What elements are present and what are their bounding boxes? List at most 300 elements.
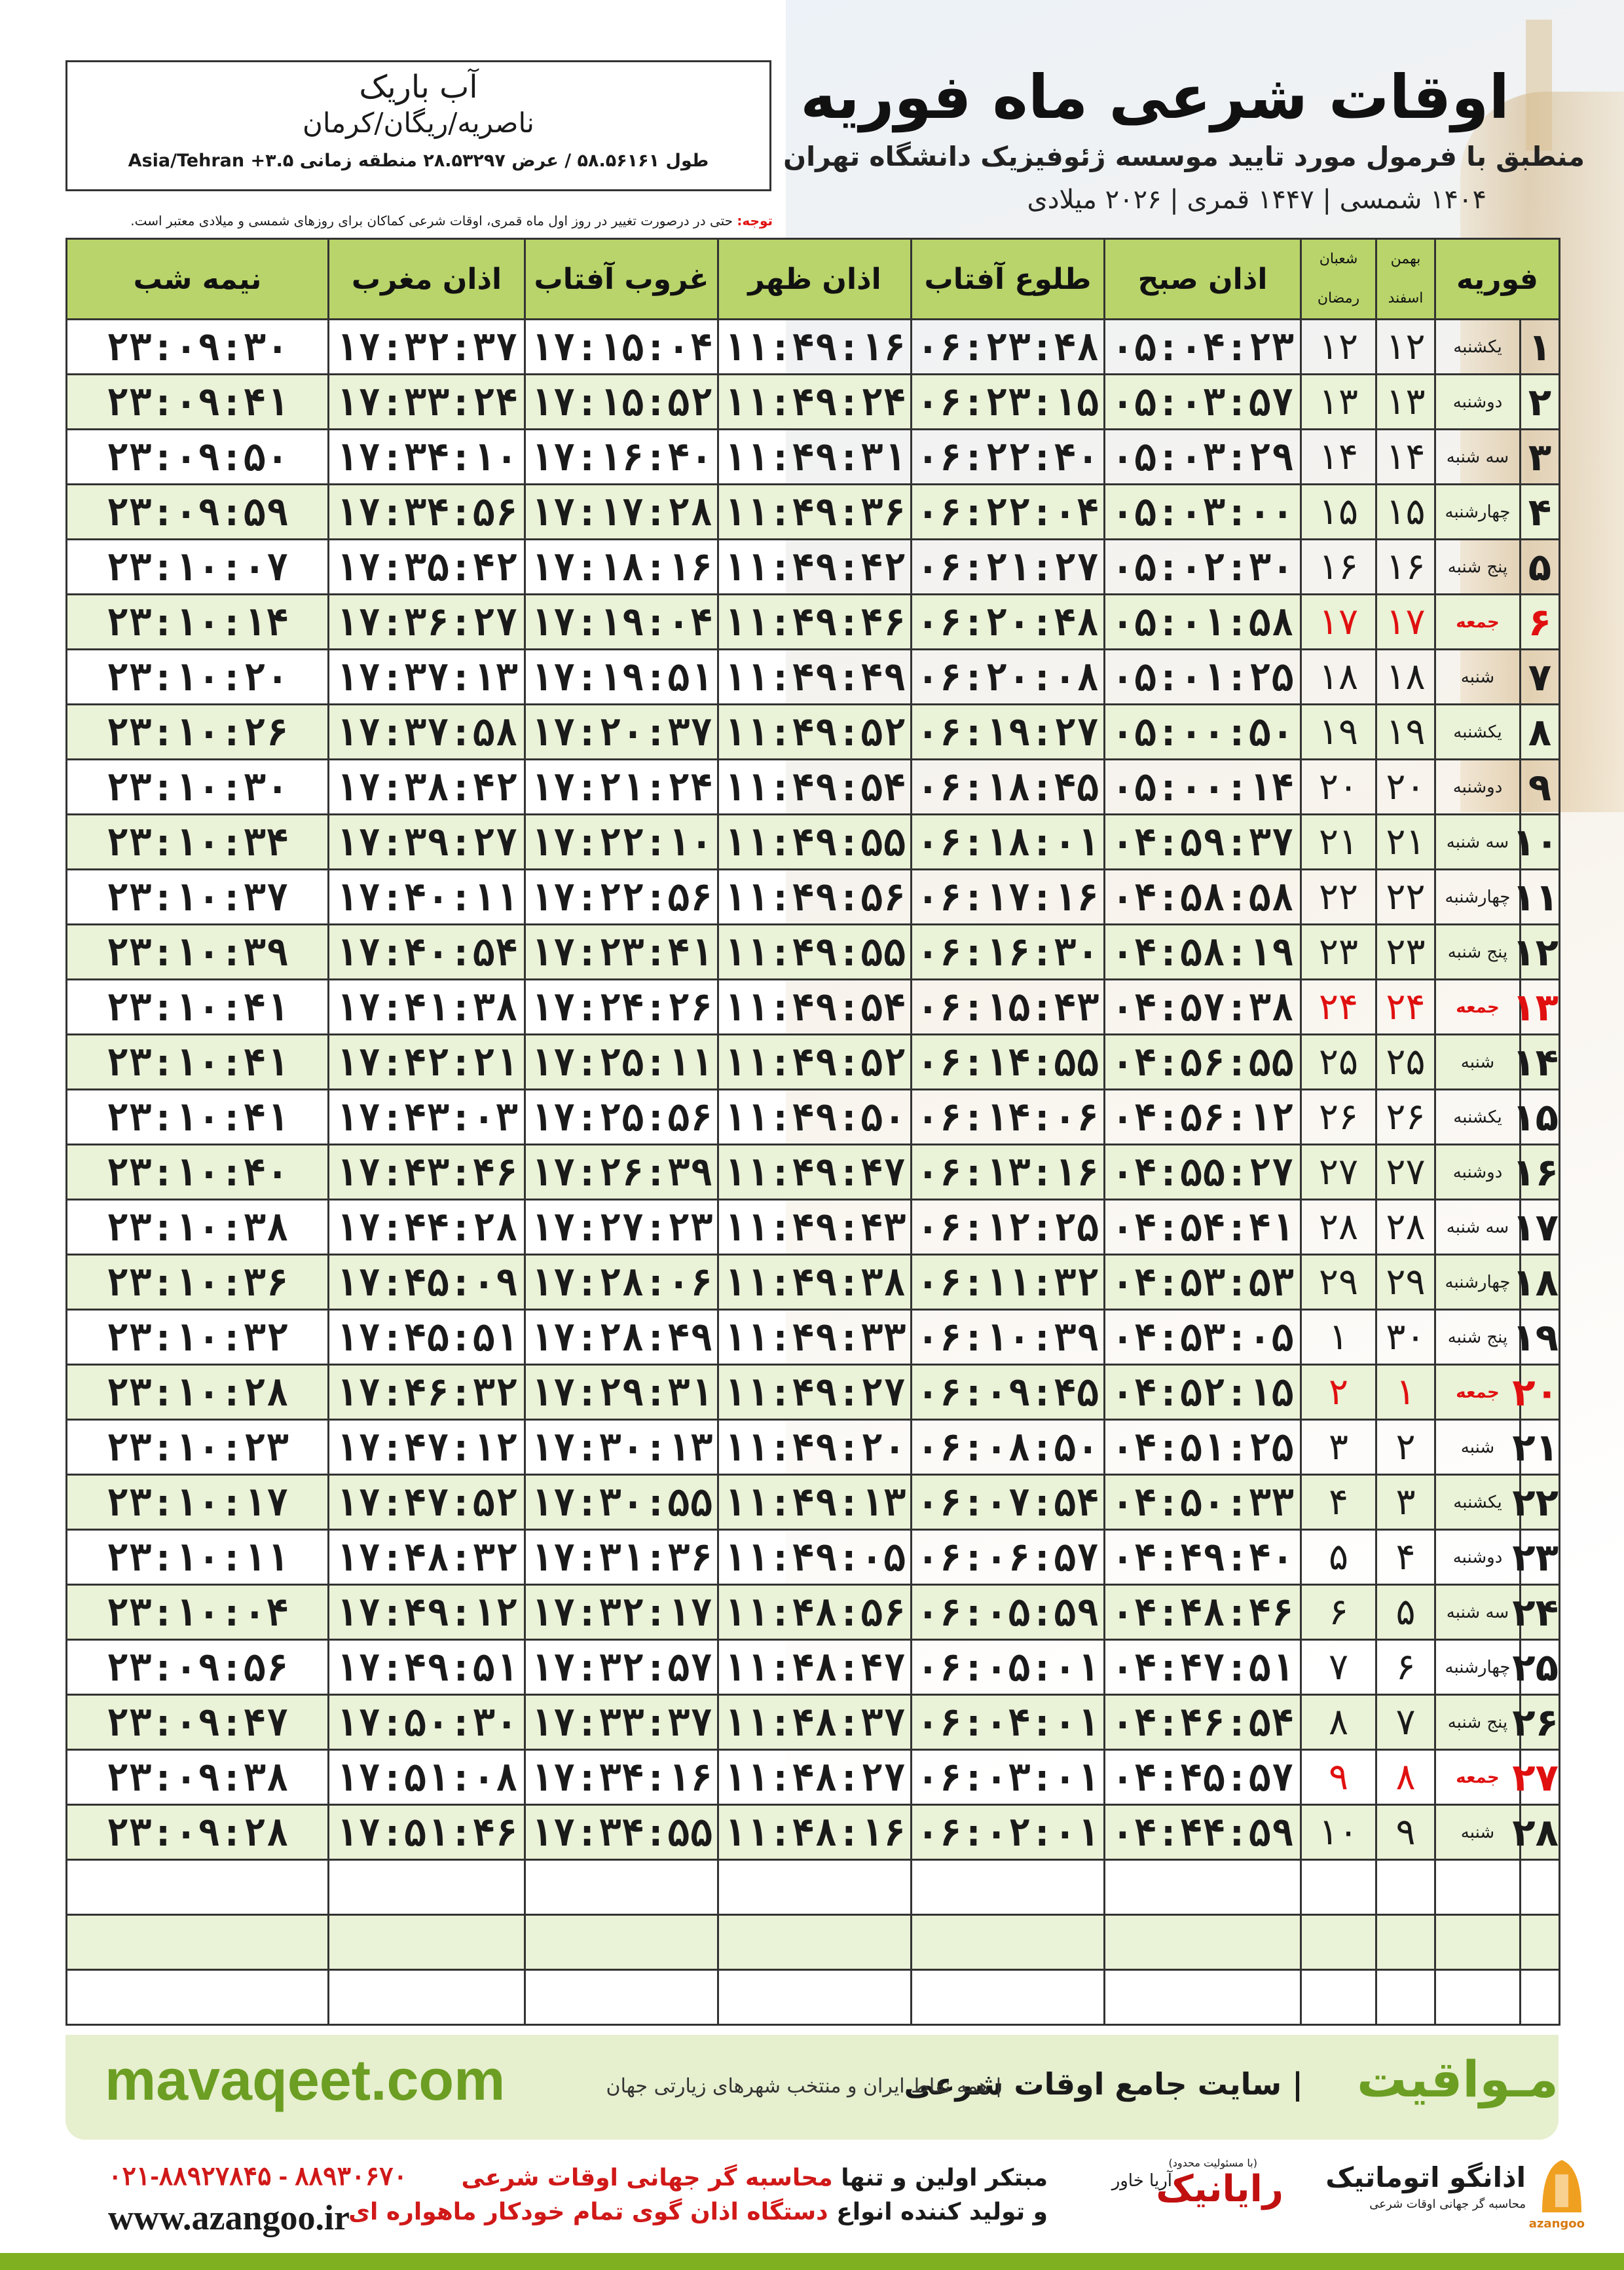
site-url-link[interactable]: mavaqeet.com [105, 2047, 506, 2112]
sunset-time: ۱۷:۱۶:۴۰ [525, 430, 718, 485]
midnight-time [67, 1915, 329, 1970]
table-header [67, 239, 1560, 320]
maghrib-time: ۱۷:۳۷:۵۸ [329, 705, 525, 760]
day-number: ۱۰ [1521, 815, 1560, 870]
col-sunset: غروب آفتاب [525, 239, 718, 320]
midnight-time: ۲۳:۰۹:۴۱ [67, 375, 329, 430]
solar-day: ۱۴ [1376, 430, 1435, 485]
col-lunar-top: شعبان [1319, 251, 1358, 267]
lunar-day: ۲۸ [1301, 1200, 1376, 1255]
weekday: پنج شنبه [1435, 540, 1521, 595]
day-number: ۱۲ [1521, 925, 1560, 980]
weekday: شنبه [1435, 1420, 1521, 1475]
lunar-day: ۲۱ [1301, 815, 1376, 870]
lunar-day: ۱۲ [1301, 320, 1376, 375]
day-number: ۲۴ [1521, 1585, 1560, 1640]
maghrib-time: ۱۷:۳۶:۲۷ [329, 595, 525, 650]
dhuhr-time: ۱۱:۴۹:۵۲ [718, 1035, 912, 1090]
weekday: جمعه [1435, 980, 1521, 1035]
lunar-day: ۱۰ [1301, 1805, 1376, 1860]
maghrib-time: ۱۷:۳۹:۲۷ [329, 815, 525, 870]
sunrise-time: ۰۶:۲۰:۰۸ [912, 650, 1105, 705]
notice [65, 213, 773, 229]
promo-line-1 [348, 2161, 1048, 2195]
day-number: ۲۰ [1521, 1365, 1560, 1420]
solar-day [1376, 1970, 1435, 2025]
weekday: دوشنبه [1435, 760, 1521, 815]
solar-day: ۵ [1376, 1585, 1435, 1640]
lunar-day: ۳ [1301, 1420, 1376, 1475]
sunset-time: ۱۷:۱۷:۲۸ [525, 485, 718, 540]
lunar-day [1301, 1915, 1376, 1970]
maghrib-time: ۱۷:۵۰:۳۰ [329, 1695, 525, 1750]
day-number: ۲۲ [1521, 1475, 1560, 1530]
dhuhr-time: ۱۱:۴۸:۳۷ [718, 1695, 912, 1750]
dhuhr-time: ۱۱:۴۸:۴۷ [718, 1640, 912, 1695]
lunar-day: ۹ [1301, 1750, 1376, 1805]
lunar-day: ۲۵ [1301, 1035, 1376, 1090]
brand-subtitle: | سایت جامع اوقات شرعی [904, 2066, 1303, 2102]
table-row [67, 1915, 1560, 1970]
table-row [67, 485, 1560, 540]
maghrib-time: ۱۷:۳۵:۴۲ [329, 540, 525, 595]
maghrib-time [329, 1915, 525, 1970]
weekday: جمعه [1435, 595, 1521, 650]
day-number: ۲۶ [1521, 1695, 1560, 1750]
table-row [67, 1255, 1560, 1310]
solar-day [1376, 1915, 1435, 1970]
weekday: پنج شنبه [1435, 1310, 1521, 1365]
fajr-time [1105, 1860, 1301, 1915]
day-number: ۲۷ [1521, 1750, 1560, 1805]
sunrise-time: ۰۶:۱۵:۴۳ [912, 980, 1105, 1035]
phone-numbers: ۰۲۱-۸۸۹۲۷۸۴۵ - ۸۸۹۳۰۶۷۰ [108, 2162, 408, 2191]
day-number [1521, 1860, 1560, 1915]
table-row [67, 815, 1560, 870]
fajr-time [1105, 1970, 1301, 2025]
solar-day: ۶ [1376, 1640, 1435, 1695]
sunrise-time: ۰۶:۱۳:۱۶ [912, 1145, 1105, 1200]
weekday: چهارشنبه [1435, 1640, 1521, 1695]
weekday [1435, 1970, 1521, 2025]
fajr-time: ۰۴:۵۰:۳۳ [1105, 1475, 1301, 1530]
notice-label: توجه: [737, 213, 773, 229]
fajr-time: ۰۴:۵۲:۱۵ [1105, 1365, 1301, 1420]
azangoo-wordmark: azangoo [1528, 2217, 1585, 2231]
lunar-day: ۵ [1301, 1530, 1376, 1585]
maghrib-time: ۱۷:۴۰:۵۴ [329, 925, 525, 980]
maghrib-time: ۱۷:۴۴:۲۸ [329, 1200, 525, 1255]
table-row [67, 1585, 1560, 1640]
maghrib-time: ۱۷:۳۸:۴۲ [329, 760, 525, 815]
col-month: فوریه [1435, 239, 1560, 320]
lunar-day: ۴ [1301, 1475, 1376, 1530]
dhuhr-time: ۱۱:۴۹:۳۸ [718, 1255, 912, 1310]
midnight-time [67, 1970, 329, 2025]
dhuhr-time: ۱۱:۴۹:۳۳ [718, 1310, 912, 1365]
weekday: سه شنبه [1435, 1200, 1521, 1255]
day-number [1521, 1915, 1560, 1970]
solar-day: ۲۵ [1376, 1035, 1435, 1090]
table-row [67, 760, 1560, 815]
fajr-time: ۰۴:۴۵:۵۷ [1105, 1750, 1301, 1805]
table-body [67, 320, 1560, 2025]
day-number: ۱۵ [1521, 1090, 1560, 1145]
col-sunrise: طلوع آفتاب [912, 239, 1105, 320]
table-row [67, 540, 1560, 595]
maghrib-time: ۱۷:۴۲:۲۱ [329, 1035, 525, 1090]
dhuhr-time: ۱۱:۴۹:۲۰ [718, 1420, 912, 1475]
solar-day: ۲۴ [1376, 980, 1435, 1035]
maghrib-time: ۱۷:۴۱:۳۸ [329, 980, 525, 1035]
lunar-day: ۲۶ [1301, 1090, 1376, 1145]
promo-line-2-text: و تولید کننده انواع [836, 2199, 1048, 2225]
sunrise-time: ۰۶:۱۷:۱۶ [912, 870, 1105, 925]
midnight-time: ۲۳:۱۰:۳۶ [67, 1255, 329, 1310]
sunset-time: ۱۷:۲۰:۳۷ [525, 705, 718, 760]
midnight-time: ۲۳:۰۹:۳۸ [67, 1750, 329, 1805]
sunset-time: ۱۷:۲۲:۱۰ [525, 815, 718, 870]
dhuhr-time: ۱۱:۴۹:۵۵ [718, 925, 912, 980]
fajr-time: ۰۴:۵۳:۵۳ [1105, 1255, 1301, 1310]
dhuhr-time: ۱۱:۴۹:۴۷ [718, 1145, 912, 1200]
fajr-time: ۰۴:۵۶:۱۲ [1105, 1090, 1301, 1145]
maghrib-time: ۱۷:۴۶:۳۲ [329, 1365, 525, 1420]
midnight-time: ۲۳:۰۹:۳۰ [67, 320, 329, 375]
lunar-day: ۱۹ [1301, 705, 1376, 760]
midnight-time: ۲۳:۱۰:۲۶ [67, 705, 329, 760]
dhuhr-time: ۱۱:۴۹:۴۳ [718, 1200, 912, 1255]
sunrise-time: ۰۶:۰۳:۰۱ [912, 1750, 1105, 1805]
fajr-time: ۰۵:۰۱:۵۸ [1105, 595, 1301, 650]
weekday: دوشنبه [1435, 1145, 1521, 1200]
day-number: ۱۳ [1521, 980, 1560, 1035]
sunrise-time: ۰۶:۰۹:۴۵ [912, 1365, 1105, 1420]
fajr-time: ۰۵:۰۰:۱۴ [1105, 760, 1301, 815]
midnight-time: ۲۳:۱۰:۴۱ [67, 980, 329, 1035]
page-title: اوقات شرعی ماه فوریه [800, 62, 1509, 132]
azangoo-icon [1536, 2155, 1588, 2214]
dhuhr-time: ۱۱:۴۹:۵۴ [718, 760, 912, 815]
midnight-time: ۲۳:۱۰:۱۴ [67, 595, 329, 650]
sunset-time: ۱۷:۳۳:۳۷ [525, 1695, 718, 1750]
maghrib-time: ۱۷:۳۴:۵۶ [329, 485, 525, 540]
maghrib-time: ۱۷:۴۵:۰۹ [329, 1255, 525, 1310]
table-row [67, 1035, 1560, 1090]
midnight-time: ۲۳:۱۰:۲۳ [67, 1420, 329, 1475]
midnight-time: ۲۳:۰۹:۴۷ [67, 1695, 329, 1750]
weekday [1435, 1915, 1521, 1970]
table-row [67, 870, 1560, 925]
day-number: ۱۶ [1521, 1145, 1560, 1200]
sunset-time: ۱۷:۲۲:۵۶ [525, 870, 718, 925]
sunset-time [525, 1860, 718, 1915]
rayanik-tagline: آریا خاور [1111, 2171, 1172, 2191]
solar-day: ۷ [1376, 1695, 1435, 1750]
weekday [1435, 1860, 1521, 1915]
day-number: ۱۹ [1521, 1310, 1560, 1365]
lunar-day: ۶ [1301, 1585, 1376, 1640]
lunar-day: ۱۶ [1301, 540, 1376, 595]
sunrise-time: ۰۶:۱۴:۵۵ [912, 1035, 1105, 1090]
azangoo-subtitle: محاسبه گر جهانی اوقات شرعی [1369, 2197, 1526, 2211]
sunset-time: ۱۷:۲۹:۳۱ [525, 1365, 718, 1420]
table-row [67, 430, 1560, 485]
weekday: شنبه [1435, 1035, 1521, 1090]
fajr-time: ۰۴:۵۶:۵۵ [1105, 1035, 1301, 1090]
fajr-time: ۰۴:۴۷:۵۱ [1105, 1640, 1301, 1695]
day-number: ۵ [1521, 540, 1560, 595]
midnight-time: ۲۳:۱۰:۲۰ [67, 650, 329, 705]
table-row [67, 1090, 1560, 1145]
lunar-day: ۲۹ [1301, 1255, 1376, 1310]
table-row [67, 1640, 1560, 1695]
sunrise-time: ۰۶:۱۰:۳۹ [912, 1310, 1105, 1365]
fajr-time: ۰۵:۰۳:۰۰ [1105, 485, 1301, 540]
lunar-day: ۷ [1301, 1640, 1376, 1695]
day-number: ۷ [1521, 650, 1560, 705]
solar-day: ۲۸ [1376, 1200, 1435, 1255]
fajr-time [1105, 1915, 1301, 1970]
sunrise-time: ۰۶:۲۳:۱۵ [912, 375, 1105, 430]
lunar-day: ۲۰ [1301, 760, 1376, 815]
lunar-day [1301, 1860, 1376, 1915]
promo-text [348, 2161, 1048, 2229]
maghrib-time: ۱۷:۳۲:۳۷ [329, 320, 525, 375]
sunset-time: ۱۷:۳۲:۵۷ [525, 1640, 718, 1695]
solar-day: ۱۹ [1376, 705, 1435, 760]
sunset-time: ۱۷:۱۸:۱۶ [525, 540, 718, 595]
sunrise-time: ۰۶:۱۴:۰۶ [912, 1090, 1105, 1145]
midnight-time: ۲۳:۱۰:۳۹ [67, 925, 329, 980]
lunar-day: ۲۴ [1301, 980, 1376, 1035]
sunrise-time: ۰۶:۰۲:۰۱ [912, 1805, 1105, 1860]
solar-day: ۲۰ [1376, 760, 1435, 815]
sunset-time: ۱۷:۲۳:۴۱ [525, 925, 718, 980]
lunar-day: ۲۷ [1301, 1145, 1376, 1200]
sunset-time: ۱۷:۲۵:۱۱ [525, 1035, 718, 1090]
solar-day: ۱۸ [1376, 650, 1435, 705]
location-region: ناصریه/ریگان/کرمان [303, 107, 534, 139]
dhuhr-time: ۱۱:۴۹:۴۹ [718, 650, 912, 705]
solar-day: ۲۶ [1376, 1090, 1435, 1145]
solar-day: ۱۲ [1376, 320, 1435, 375]
midnight-time: ۲۳:۱۰:۰۴ [67, 1585, 329, 1640]
midnight-time: ۲۳:۱۰:۳۰ [67, 760, 329, 815]
fajr-time: ۰۴:۴۶:۵۴ [1105, 1695, 1301, 1750]
table-row [67, 320, 1560, 375]
lunar-day: ۱۸ [1301, 650, 1376, 705]
table-row [67, 1420, 1560, 1475]
table-row [67, 1145, 1560, 1200]
solar-day: ۲ [1376, 1420, 1435, 1475]
notice-text: حتی در درصورت تغییر در روز اول ماه قمری، اوقات شرعی کماکان برای روزهای شمسی و میلادی معتبر است. [130, 213, 733, 229]
lunar-day: ۱۵ [1301, 485, 1376, 540]
maghrib-time: ۱۷:۴۳:۰۳ [329, 1090, 525, 1145]
fajr-time: ۰۵:۰۴:۲۳ [1105, 320, 1301, 375]
solar-day: ۲۷ [1376, 1145, 1435, 1200]
midnight-time: ۲۳:۰۹:۲۸ [67, 1805, 329, 1860]
weekday: چهارشنبه [1435, 1255, 1521, 1310]
maghrib-time: ۱۷:۴۷:۱۲ [329, 1420, 525, 1475]
weekday: شنبه [1435, 650, 1521, 705]
day-number: ۲۱ [1521, 1420, 1560, 1475]
day-number: ۸ [1521, 705, 1560, 760]
midnight-time: ۲۳:۱۰:۴۰ [67, 1145, 329, 1200]
day-number [1521, 1970, 1560, 2025]
sunrise-time: ۰۶:۰۵:۰۱ [912, 1640, 1105, 1695]
sunset-time [525, 1970, 718, 2025]
sunset-time: ۱۷:۱۹:۰۴ [525, 595, 718, 650]
maghrib-time: ۱۷:۴۳:۴۶ [329, 1145, 525, 1200]
brand-logo: مـواقیت [1357, 2050, 1559, 2108]
lunar-day: ۲ [1301, 1365, 1376, 1420]
dhuhr-time: ۱۱:۴۹:۵۲ [718, 705, 912, 760]
sunset-time: ۱۷:۲۸:۴۹ [525, 1310, 718, 1365]
solar-day: ۲۹ [1376, 1255, 1435, 1310]
fajr-time: ۰۴:۴۹:۴۰ [1105, 1530, 1301, 1585]
table-row [67, 1805, 1560, 1860]
dhuhr-time: ۱۱:۴۹:۱۳ [718, 1475, 912, 1530]
midnight-time [67, 1860, 329, 1915]
dhuhr-time: ۱۱:۴۹:۵۴ [718, 980, 912, 1035]
weekday: پنج شنبه [1435, 1695, 1521, 1750]
solar-day: ۸ [1376, 1750, 1435, 1805]
table-row [67, 1200, 1560, 1255]
table-row [67, 925, 1560, 980]
dhuhr-time: ۱۱:۴۸:۱۶ [718, 1805, 912, 1860]
dhuhr-time [718, 1860, 912, 1915]
col-solar-top: بهمن [1390, 251, 1421, 267]
sunrise-time: ۰۶:۱۹:۲۷ [912, 705, 1105, 760]
dhuhr-time: ۱۱:۴۹:۴۲ [718, 540, 912, 595]
fajr-time: ۰۵:۰۳:۵۷ [1105, 375, 1301, 430]
sunset-time: ۱۷:۱۵:۰۴ [525, 320, 718, 375]
solar-day: ۳ [1376, 1475, 1435, 1530]
midnight-time: ۲۳:۱۰:۴۱ [67, 1090, 329, 1145]
dhuhr-time: ۱۱:۴۹:۴۶ [718, 595, 912, 650]
midnight-time: ۲۳:۱۰:۱۱ [67, 1530, 329, 1585]
page-subtitle: منطبق با فرمول مورد تایید موسسه ژئوفیزیک دانشگاه تهران [783, 141, 1585, 172]
sunrise-time: ۰۶:۲۲:۰۴ [912, 485, 1105, 540]
fajr-time: ۰۴:۵۸:۱۹ [1105, 925, 1301, 980]
maghrib-time: ۱۷:۴۰:۱۱ [329, 870, 525, 925]
dhuhr-time: ۱۱:۴۹:۳۱ [718, 430, 912, 485]
solar-day: ۱۵ [1376, 485, 1435, 540]
sunrise-time: ۰۶:۱۱:۳۲ [912, 1255, 1105, 1310]
bottom-bar [0, 2253, 1624, 2270]
fajr-time: ۰۴:۵۵:۲۷ [1105, 1145, 1301, 1200]
day-number: ۱ [1521, 320, 1560, 375]
table-row [67, 1530, 1560, 1585]
dhuhr-time: ۱۱:۴۹:۰۵ [718, 1530, 912, 1585]
lunar-day: ۲۳ [1301, 925, 1376, 980]
sunrise-time: ۰۶:۱۶:۳۰ [912, 925, 1105, 980]
fajr-time: ۰۴:۵۹:۳۷ [1105, 815, 1301, 870]
dhuhr-time [718, 1970, 912, 2025]
col-maghrib: اذان مغرب [329, 239, 525, 320]
promo-line-2 [348, 2195, 1048, 2229]
lunar-day: ۱۴ [1301, 430, 1376, 485]
weekday: یکشنبه [1435, 1475, 1521, 1530]
lunar-day: ۸ [1301, 1695, 1376, 1750]
midnight-time: ۲۳:۱۰:۴۱ [67, 1035, 329, 1090]
weekday: سه شنبه [1435, 430, 1521, 485]
col-lunar-bottom: رمضان [1317, 290, 1360, 307]
midnight-time: ۲۳:۰۹:۵۰ [67, 430, 329, 485]
maghrib-time: ۱۷:۴۵:۵۱ [329, 1310, 525, 1365]
weekday: سه شنبه [1435, 1585, 1521, 1640]
promo-line-2-highlight: دستگاه اذان گوی تمام خودکار ماهواره ای [348, 2199, 828, 2225]
weekday: یکشنبه [1435, 320, 1521, 375]
day-number: ۱۱ [1521, 870, 1560, 925]
midnight-time: ۲۳:۱۰:۳۷ [67, 870, 329, 925]
dhuhr-time: ۱۱:۴۸:۵۶ [718, 1585, 912, 1640]
table-row [67, 1860, 1560, 1915]
solar-day: ۱۷ [1376, 595, 1435, 650]
promo-line-1-text: مبتکر اولین و تنها [841, 2165, 1048, 2191]
sunrise-time: ۰۶:۱۲:۲۵ [912, 1200, 1105, 1255]
promo-line-1-highlight: محاسبه گر جهانی اوقات شرعی [461, 2165, 833, 2191]
dhuhr-time: ۱۱:۴۸:۲۷ [718, 1750, 912, 1805]
sunrise-time: ۰۶:۰۷:۵۴ [912, 1475, 1105, 1530]
sunrise-time: ۰۶:۰۴:۰۱ [912, 1695, 1105, 1750]
sunset-time: ۱۷:۲۷:۲۳ [525, 1200, 718, 1255]
day-number: ۱۸ [1521, 1255, 1560, 1310]
weekday: دوشنبه [1435, 1530, 1521, 1585]
sunrise-time [912, 1860, 1105, 1915]
solar-day: ۲۲ [1376, 870, 1435, 925]
weekday: یکشنبه [1435, 705, 1521, 760]
sunset-time: ۱۷:۱۵:۵۲ [525, 375, 718, 430]
sunrise-time [912, 1970, 1105, 2025]
maghrib-time [329, 1860, 525, 1915]
sunrise-time: ۰۶:۲۳:۴۸ [912, 320, 1105, 375]
location-coords: طول ۵۸.۵۶۱۶۱ / عرض ۲۸.۵۳۲۹۷ منطقه زمانی Asia/Tehran +۳.۵ [128, 151, 709, 171]
azangoo-url-link[interactable]: www.azangoo.ir [108, 2198, 350, 2237]
table-row [67, 705, 1560, 760]
weekday: شنبه [1435, 1805, 1521, 1860]
solar-day: ۱۶ [1376, 540, 1435, 595]
sunset-time: ۱۷:۲۶:۳۹ [525, 1145, 718, 1200]
weekday: جمعه [1435, 1750, 1521, 1805]
fajr-time: ۰۴:۵۷:۳۸ [1105, 980, 1301, 1035]
sunset-time: ۱۷:۳۰:۱۳ [525, 1420, 718, 1475]
maghrib-time: ۱۷:۴۷:۵۲ [329, 1475, 525, 1530]
midnight-time: ۲۳:۰۹:۵۹ [67, 485, 329, 540]
dhuhr-time: ۱۱:۴۹:۲۷ [718, 1365, 912, 1420]
dhuhr-time: ۱۱:۴۹:۵۰ [718, 1090, 912, 1145]
dhuhr-time: ۱۱:۴۹:۵۵ [718, 815, 912, 870]
col-dhuhr: اذان ظهر [718, 239, 912, 320]
solar-day: ۹ [1376, 1805, 1435, 1860]
sunrise-time: ۰۶:۱۸:۰۱ [912, 815, 1105, 870]
rayanik-logo: رایانیک [1156, 2168, 1283, 2210]
sunset-time: ۱۷:۲۵:۵۶ [525, 1090, 718, 1145]
midnight-time: ۲۳:۱۰:۰۷ [67, 540, 329, 595]
solar-day: ۲۱ [1376, 815, 1435, 870]
day-number: ۴ [1521, 485, 1560, 540]
sunset-time: ۱۷:۱۹:۵۱ [525, 650, 718, 705]
location-box [65, 60, 771, 191]
table-row [67, 1750, 1560, 1805]
lunar-day [1301, 1970, 1376, 2025]
lunar-day: ۱ [1301, 1310, 1376, 1365]
table-row [67, 595, 1560, 650]
day-number: ۳ [1521, 430, 1560, 485]
maghrib-time: ۱۷:۴۸:۳۲ [329, 1530, 525, 1585]
solar-day [1376, 1860, 1435, 1915]
